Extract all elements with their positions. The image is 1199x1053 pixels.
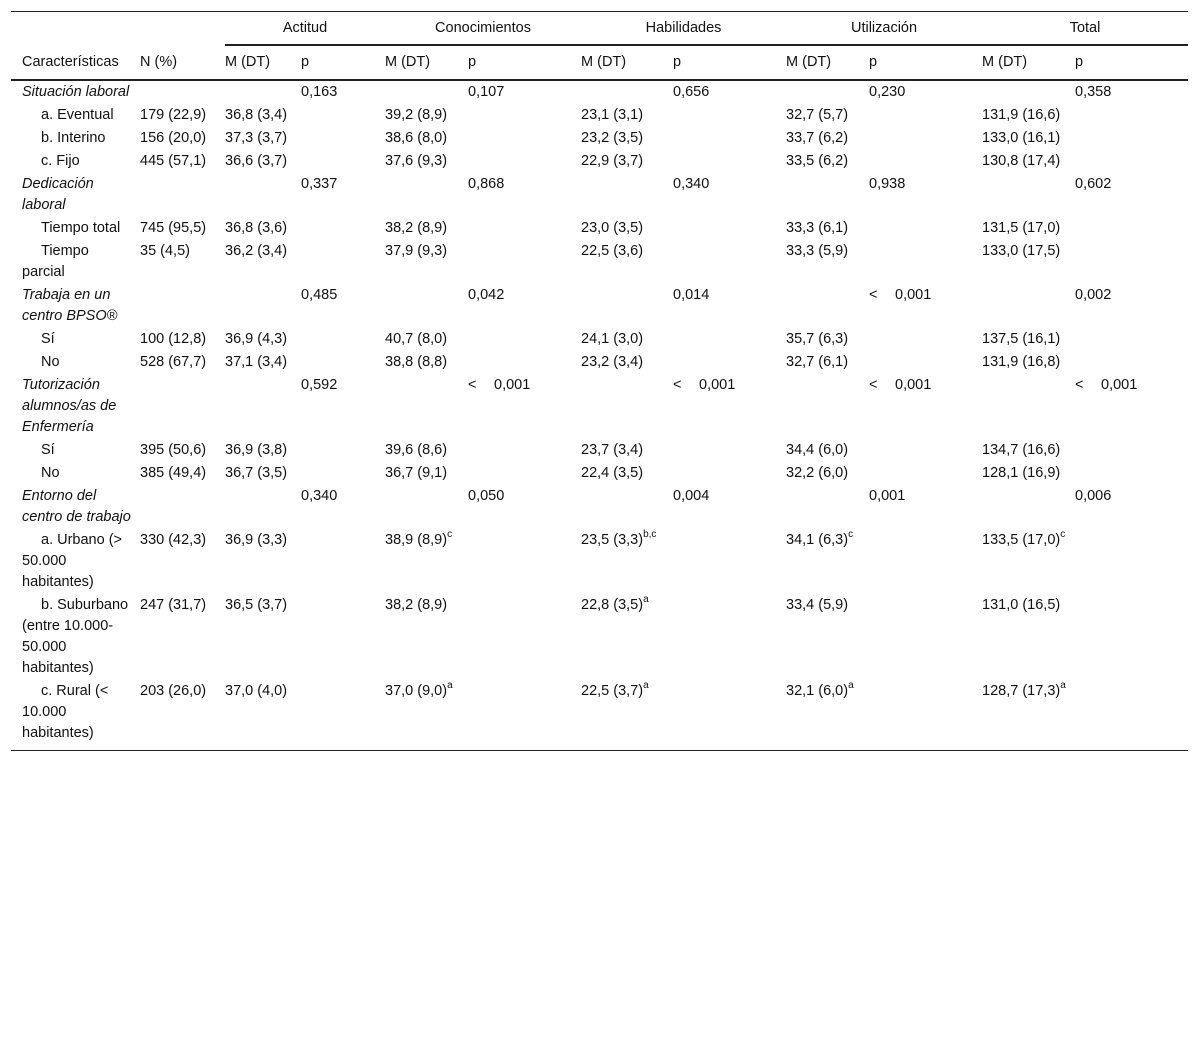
- p-value: 0,050: [468, 488, 505, 504]
- p-value: 0,230: [869, 84, 906, 100]
- table-row: [11, 680, 1188, 751]
- row-label: c. Fijo: [41, 153, 80, 169]
- footnote-marker: b,c: [643, 529, 657, 541]
- mean-sd-cell: [786, 328, 869, 351]
- mean-sd: 36,7 (3,5): [225, 465, 288, 481]
- mean-sd-cell: [982, 594, 1075, 680]
- col-header-p: p: [301, 45, 385, 80]
- less-than-sign: <: [869, 287, 878, 303]
- n-percent: 385 (49,4): [140, 465, 207, 481]
- mean-sd: 36,8 (3,6): [225, 220, 288, 236]
- p-value-number: 0,001: [895, 377, 932, 393]
- mean-sd-cell: [982, 328, 1075, 351]
- mean-sd: 22,5 (3,6): [581, 243, 644, 259]
- row-label: Sí: [41, 442, 55, 458]
- mean-sd: 36,2 (3,4): [225, 243, 288, 259]
- footnote-marker: a: [848, 680, 854, 692]
- n-percent: 395 (50,6): [140, 442, 207, 458]
- mean-sd-cell: [786, 680, 869, 751]
- mean-sd: 23,2 (3,4): [581, 354, 644, 370]
- mean-sd-cell: [385, 150, 468, 173]
- p-value: 0,868: [468, 176, 505, 192]
- footnote-marker: c: [848, 529, 854, 541]
- mean-sd-cell: [581, 680, 673, 751]
- mean-sd: 137,5 (16,1): [982, 331, 1061, 347]
- mean-sd-cell: [385, 462, 468, 485]
- p-value: 0,592: [301, 377, 338, 393]
- n-percent: 203 (26,0): [140, 680, 225, 751]
- mean-sd: 128,7 (17,3): [982, 683, 1061, 699]
- mean-sd: 37,0 (9,0): [385, 683, 448, 699]
- footnote-marker: a: [643, 594, 649, 606]
- mean-sd: 22,8 (3,5): [581, 597, 644, 613]
- p-value: 0,001: [869, 488, 906, 504]
- table-row: [11, 351, 1188, 374]
- table-row: [11, 217, 1188, 240]
- mean-sd: 23,1 (3,1): [581, 107, 644, 123]
- section-title: Trabaja en un centro BPSO®: [22, 287, 118, 324]
- table-body: [11, 80, 1188, 751]
- n-percent: 179 (22,9): [140, 107, 207, 123]
- section-row: [11, 485, 1188, 529]
- results-table: [11, 11, 1188, 751]
- table-row: [11, 439, 1188, 462]
- mean-sd: 23,7 (3,4): [581, 442, 644, 458]
- p-value: 0,485: [301, 287, 338, 303]
- mean-sd-cell: [385, 351, 468, 374]
- row-label: a. Urbano (> 50.000 habitantes): [22, 532, 123, 590]
- col-header-mdt: M (DT): [786, 45, 869, 80]
- col-header-mdt: M (DT): [225, 45, 301, 80]
- mean-sd: 37,9 (9,3): [385, 243, 448, 259]
- p-value: 0,656: [673, 84, 710, 100]
- mean-sd: 37,1 (3,4): [225, 354, 288, 370]
- mean-sd: 23,2 (3,5): [581, 130, 644, 146]
- mean-sd-cell: [982, 351, 1075, 374]
- mean-sd: 38,2 (8,9): [385, 220, 448, 236]
- p-value: 0,014: [673, 287, 710, 303]
- mean-sd-cell: [581, 104, 673, 127]
- table-row: [11, 594, 1188, 680]
- mean-sd: 131,0 (16,5): [982, 597, 1061, 613]
- mean-sd: 38,2 (8,9): [385, 597, 448, 613]
- mean-sd-cell: [225, 150, 301, 173]
- mean-sd-cell: [581, 150, 673, 173]
- table-row: [11, 328, 1188, 351]
- mean-sd-cell: [225, 529, 301, 594]
- mean-sd: 22,9 (3,7): [581, 153, 644, 169]
- p-value: 0,340: [673, 176, 710, 192]
- group-header-conocimientos: Conocimientos: [385, 12, 581, 46]
- footnote-marker: a: [643, 680, 649, 692]
- footnote-marker: a: [447, 680, 453, 692]
- col-header-mdt: M (DT): [385, 45, 468, 80]
- p-value: 0,163: [301, 84, 338, 100]
- footnote-marker: c: [447, 529, 453, 541]
- n-percent: 100 (12,8): [140, 331, 207, 347]
- mean-sd: 22,5 (3,7): [581, 683, 644, 699]
- results-table-container: [11, 11, 1188, 751]
- section-title: Tutorización alumnos/as de Enfermería: [22, 377, 117, 435]
- p-value: 0,340: [301, 488, 338, 504]
- mean-sd: 33,3 (6,1): [786, 220, 849, 236]
- p-value: 0,337: [301, 176, 338, 192]
- mean-sd-cell: [385, 328, 468, 351]
- mean-sd: 23,0 (3,5): [581, 220, 644, 236]
- mean-sd: 33,5 (6,2): [786, 153, 849, 169]
- table-header: [11, 12, 1188, 81]
- mean-sd: 33,3 (5,9): [786, 243, 849, 259]
- mean-sd: 37,3 (3,7): [225, 130, 288, 146]
- mean-sd: 33,7 (6,2): [786, 130, 849, 146]
- n-percent: 330 (42,3): [140, 532, 207, 548]
- col-header-p: p: [869, 45, 982, 80]
- n-percent: 156 (20,0): [140, 130, 207, 146]
- p-value: 0,358: [1075, 84, 1112, 100]
- mean-sd-cell: [982, 439, 1075, 462]
- group-header-total: Total: [982, 12, 1188, 46]
- p-value: 0,602: [1075, 176, 1112, 192]
- p-value: 0,042: [468, 287, 505, 303]
- row-label: b. Suburbano (entre 10.000-50.000 habitantes): [22, 597, 129, 676]
- row-label: a. Eventual: [41, 107, 114, 123]
- mean-sd: 40,7 (8,0): [385, 331, 448, 347]
- mean-sd: 34,4 (6,0): [786, 442, 849, 458]
- col-header-p: p: [673, 45, 786, 80]
- p-value-number: 0,001: [494, 377, 531, 393]
- p-value: [1075, 374, 1188, 439]
- mean-sd: 32,7 (5,7): [786, 107, 849, 123]
- p-value: [468, 374, 581, 439]
- mean-sd-cell: [982, 529, 1075, 594]
- mean-sd: 39,6 (8,6): [385, 442, 448, 458]
- mean-sd-cell: [581, 439, 673, 462]
- mean-sd: 134,7 (16,6): [982, 442, 1061, 458]
- table-row: [11, 462, 1188, 485]
- n-percent: 247 (31,7): [140, 597, 207, 613]
- p-value-number: 0,001: [895, 287, 932, 303]
- table-row: [11, 127, 1188, 150]
- mean-sd: 36,6 (3,7): [225, 153, 288, 169]
- p-value: 0,107: [468, 84, 505, 100]
- mean-sd: 33,4 (5,9): [786, 597, 849, 613]
- mean-sd-cell: [786, 439, 869, 462]
- row-label: Tiempo total: [41, 220, 121, 236]
- section-row: [11, 374, 1188, 439]
- mean-sd: 131,5 (17,0): [982, 220, 1061, 236]
- mean-sd: 34,1 (6,3): [786, 532, 849, 548]
- mean-sd-cell: [786, 529, 869, 594]
- mean-sd-cell: [786, 217, 869, 240]
- mean-sd-cell: [786, 240, 869, 284]
- mean-sd-cell: [982, 127, 1075, 150]
- section-title: Entorno del centro de trabajo: [22, 488, 131, 525]
- mean-sd-cell: [786, 351, 869, 374]
- row-label: No: [41, 354, 60, 370]
- p-value-number: 0,001: [699, 377, 736, 393]
- n-percent: 528 (67,7): [140, 354, 207, 370]
- mean-sd: 128,1 (16,9): [982, 465, 1061, 481]
- mean-sd: 36,7 (9,1): [385, 465, 448, 481]
- mean-sd-cell: [581, 217, 673, 240]
- mean-sd: 131,9 (16,8): [982, 354, 1061, 370]
- section-row: [11, 284, 1188, 328]
- col-header-n: N (%): [140, 45, 225, 80]
- mean-sd-cell: [385, 240, 468, 284]
- mean-sd: 38,8 (8,8): [385, 354, 448, 370]
- p-value: 0,938: [869, 176, 906, 192]
- mean-sd: 32,2 (6,0): [786, 465, 849, 481]
- mean-sd-cell: [225, 328, 301, 351]
- mean-sd: 36,9 (3,3): [225, 532, 288, 548]
- mean-sd: 37,0 (4,0): [225, 683, 288, 699]
- group-header-actitud: Actitud: [225, 12, 385, 46]
- mean-sd-cell: [581, 328, 673, 351]
- mean-sd: 32,1 (6,0): [786, 683, 849, 699]
- mean-sd-cell: [786, 462, 869, 485]
- mean-sd: 131,9 (16,6): [982, 107, 1061, 123]
- mean-sd-cell: [225, 680, 301, 751]
- mean-sd-cell: [581, 594, 673, 680]
- p-value: 0,006: [1075, 488, 1112, 504]
- row-label: Tiempo parcial: [22, 243, 89, 280]
- mean-sd-cell: [581, 351, 673, 374]
- mean-sd-cell: [385, 680, 468, 751]
- section-row: [11, 80, 1188, 104]
- row-label: c. Rural (< 10.000 habitantes): [11, 680, 140, 751]
- mean-sd-cell: [385, 217, 468, 240]
- mean-sd-cell: [982, 217, 1075, 240]
- mean-sd: 36,9 (3,8): [225, 442, 288, 458]
- section-title: Situación laboral: [22, 84, 130, 100]
- mean-sd: 133,0 (16,1): [982, 130, 1061, 146]
- mean-sd-cell: [982, 150, 1075, 173]
- mean-sd-cell: [385, 439, 468, 462]
- table-row: [11, 240, 1188, 284]
- mean-sd: 133,0 (17,5): [982, 243, 1061, 259]
- mean-sd-cell: [982, 104, 1075, 127]
- mean-sd: 36,5 (3,7): [225, 597, 288, 613]
- footnote-marker: a: [1060, 680, 1066, 692]
- mean-sd: 36,8 (3,4): [225, 107, 288, 123]
- p-value: [869, 284, 982, 328]
- mean-sd-cell: [225, 439, 301, 462]
- mean-sd-cell: [581, 127, 673, 150]
- mean-sd-cell: [581, 529, 673, 594]
- less-than-sign: <: [468, 377, 477, 393]
- mean-sd: 23,5 (3,3): [581, 532, 644, 548]
- col-header-caracteristicas: Características: [11, 45, 140, 80]
- mean-sd: 130,8 (17,4): [982, 153, 1061, 169]
- mean-sd-cell: [225, 462, 301, 485]
- mean-sd: 22,4 (3,5): [581, 465, 644, 481]
- p-value: 0,002: [1075, 287, 1112, 303]
- mean-sd-cell: [225, 217, 301, 240]
- table-row: [11, 150, 1188, 173]
- mean-sd-cell: [786, 594, 869, 680]
- mean-sd-cell: [385, 529, 468, 594]
- mean-sd-cell: [786, 150, 869, 173]
- mean-sd: 36,9 (4,3): [225, 331, 288, 347]
- p-value: 0,004: [673, 488, 710, 504]
- mean-sd: 24,1 (3,0): [581, 331, 644, 347]
- n-percent: 35 (4,5): [140, 243, 190, 259]
- table-row: [11, 104, 1188, 127]
- mean-sd: 37,6 (9,3): [385, 153, 448, 169]
- mean-sd: 133,5 (17,0): [982, 532, 1061, 548]
- row-label: No: [41, 465, 60, 481]
- mean-sd-cell: [786, 104, 869, 127]
- mean-sd-cell: [581, 462, 673, 485]
- n-percent: 445 (57,1): [140, 153, 207, 169]
- mean-sd-cell: [225, 240, 301, 284]
- group-header-habilidades: Habilidades: [581, 12, 786, 46]
- table-row: [11, 529, 1188, 594]
- row-label: Sí: [41, 331, 55, 347]
- n-percent: 745 (95,5): [140, 220, 207, 236]
- mean-sd: 38,9 (8,9): [385, 532, 448, 548]
- section-title: Dedicación laboral: [22, 176, 94, 213]
- mean-sd-cell: [385, 127, 468, 150]
- less-than-sign: <: [1075, 377, 1084, 393]
- mean-sd-cell: [982, 680, 1075, 751]
- less-than-sign: <: [673, 377, 682, 393]
- mean-sd-cell: [982, 462, 1075, 485]
- mean-sd-cell: [225, 351, 301, 374]
- p-value-number: 0,001: [1101, 377, 1138, 393]
- p-value: [869, 374, 982, 439]
- mean-sd-cell: [225, 594, 301, 680]
- mean-sd: 38,6 (8,0): [385, 130, 448, 146]
- mean-sd-cell: [385, 104, 468, 127]
- p-value: [673, 374, 786, 439]
- less-than-sign: <: [869, 377, 878, 393]
- col-header-p: p: [1075, 45, 1188, 80]
- col-header-mdt: M (DT): [982, 45, 1075, 80]
- mean-sd-cell: [982, 240, 1075, 284]
- row-label: b. Interino: [41, 130, 106, 146]
- group-header-utilizacion: Utilización: [786, 12, 982, 46]
- mean-sd: 32,7 (6,1): [786, 354, 849, 370]
- mean-sd-cell: [786, 127, 869, 150]
- mean-sd-cell: [581, 240, 673, 284]
- section-row: [11, 173, 1188, 217]
- mean-sd: 35,7 (6,3): [786, 331, 849, 347]
- footnote-marker: c: [1060, 529, 1066, 541]
- mean-sd-cell: [225, 104, 301, 127]
- col-header-mdt: M (DT): [581, 45, 673, 80]
- mean-sd-cell: [385, 594, 468, 680]
- col-header-p: p: [468, 45, 581, 80]
- mean-sd: 39,2 (8,9): [385, 107, 448, 123]
- mean-sd-cell: [225, 127, 301, 150]
